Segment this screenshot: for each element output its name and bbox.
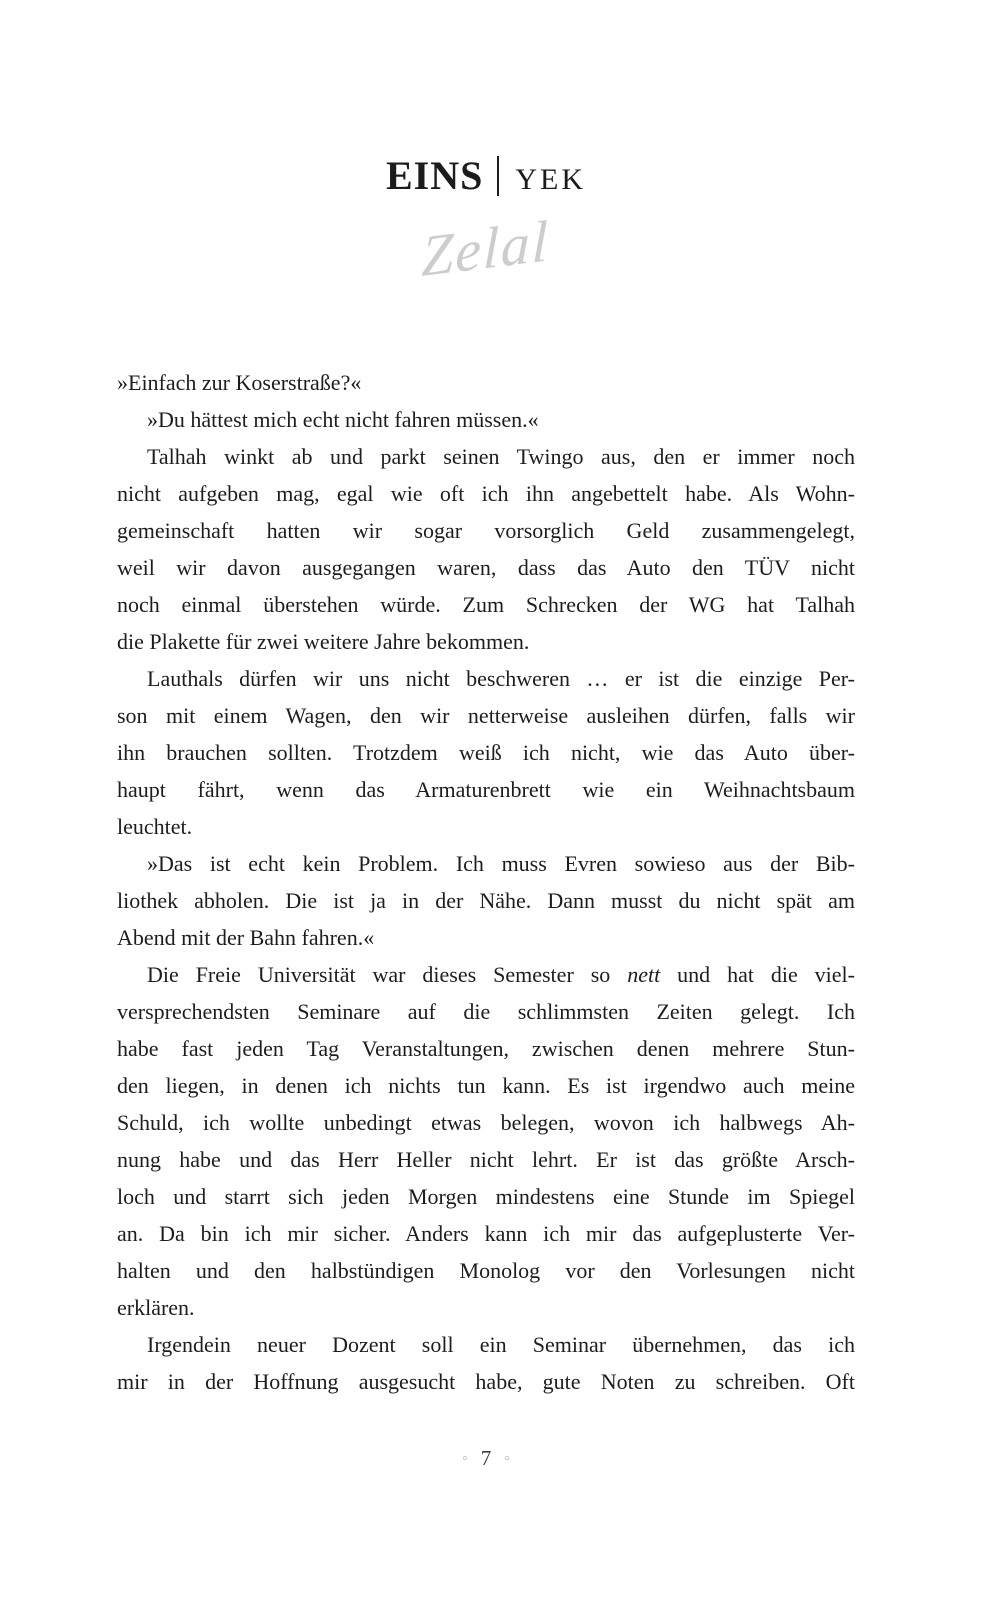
text-segment: habe fast jeden Tag Veranstaltungen, zwischen denen mehrere Stun- <box>117 1036 855 1061</box>
text-segment: loch und starrt sich jeden Morgen mindestens eine Stunde im Spiegel <box>117 1184 855 1209</box>
text-line <box>117 1141 855 1178</box>
text-line <box>117 549 855 586</box>
chapter-text <box>117 364 855 1400</box>
text-line <box>117 401 855 438</box>
text-segment: leuchtet. <box>117 814 193 839</box>
text-segment: son mit einem Wagen, den wir netterweise ausleihen dürfen, falls wir <box>117 703 855 728</box>
text-segment: versprechendsten Seminare auf die schlimmsten Zeiten gelegt. Ich <box>117 999 855 1024</box>
text-line <box>117 1252 855 1289</box>
text-line <box>117 808 855 845</box>
text-line <box>117 771 855 808</box>
page-footer <box>117 1444 855 1474</box>
text-segment: »Einfach zur Koserstraße?« <box>117 370 362 395</box>
text-segment: gemeinschaft hatten wir sogar vorsorglich Geld zusammengelegt, <box>117 518 855 543</box>
text-segment: ihn brauchen sollten. Trotzdem weiß ich nicht, wie das Auto über- <box>117 740 855 765</box>
title-divider <box>497 156 499 196</box>
text-segment: weil wir davon ausgegangen waren, dass das Auto den TÜV nicht <box>117 555 855 580</box>
text-segment: nung habe und das Herr Heller nicht lehrt. Er ist das größte Arsch- <box>117 1147 855 1172</box>
text-line <box>117 364 855 401</box>
chapter-header <box>117 150 855 292</box>
text-line <box>117 512 855 549</box>
text-segment: Talhah winkt ab und parkt seinen Twingo aus, den er immer noch <box>147 444 855 469</box>
text-segment: mir in der Hoffnung ausgesucht habe, gute Noten zu schreiben. Oft <box>117 1369 855 1394</box>
footer-ornament-right: ◦ <box>503 1452 511 1467</box>
chapter-number: EINS <box>385 153 484 198</box>
text-segment: Lauthals dürfen wir uns nicht beschweren … er ist die einzige Per- <box>147 666 855 691</box>
text-segment: noch einmal überstehen würde. Zum Schrecken der WG hat Talhah <box>117 592 855 617</box>
page-number: 7 <box>480 1446 492 1470</box>
text-line <box>117 438 855 475</box>
text-segment: die Plakette für zwei weitere Jahre bekommen. <box>117 629 530 654</box>
footer-ornament-left: ◦ <box>461 1452 469 1467</box>
text-line <box>117 1067 855 1104</box>
paragraph <box>117 438 855 660</box>
text-segment: erklären. <box>117 1295 195 1320</box>
text-line <box>117 1178 855 1215</box>
text-line <box>117 1289 855 1326</box>
text-line <box>117 734 855 771</box>
text-line <box>117 1215 855 1252</box>
text-segment: Abend mit der Bahn fahren.« <box>117 925 375 950</box>
text-segment: und hat die viel- <box>660 962 855 987</box>
chapter-title <box>117 150 855 206</box>
paragraph <box>117 401 855 438</box>
text-line <box>117 697 855 734</box>
text-line <box>117 1363 855 1400</box>
text-line <box>117 475 855 512</box>
text-segment: an. Da bin ich mir sicher. Anders kann ich mir das aufgeplusterte Ver- <box>117 1221 855 1246</box>
text-segment: Irgendein neuer Dozent soll ein Seminar übernehmen, das ich <box>147 1332 855 1357</box>
text-segment: »Das ist echt kein Problem. Ich muss Evren sowieso aus der Bib- <box>147 851 855 876</box>
text-line <box>117 882 855 919</box>
text-line <box>117 1104 855 1141</box>
text-line <box>117 956 855 993</box>
signature-wrap <box>117 207 855 292</box>
paragraph <box>117 845 855 956</box>
paragraph <box>117 364 855 401</box>
paragraph <box>117 1326 855 1400</box>
text-segment: Die Freie Universität war dieses Semester so <box>147 962 628 987</box>
chapter-number-translated: YEK <box>515 163 587 196</box>
text-segment: halten und den halbstündigen Monolog vor den Vorlesungen nicht <box>117 1258 855 1283</box>
paragraph <box>117 956 855 1326</box>
text-line <box>117 660 855 697</box>
text-line <box>117 993 855 1030</box>
text-segment: liothek abholen. Die ist ja in der Nähe. Dann musst du nicht spät am <box>117 888 855 913</box>
paragraph <box>117 660 855 845</box>
text-line <box>117 845 855 882</box>
text-line <box>117 623 855 660</box>
text-line <box>117 1326 855 1363</box>
handwritten-signature: Zelal <box>421 207 551 290</box>
text-segment: Schuld, ich wollte unbedingt etwas belegen, wovon ich halbwegs Ah- <box>117 1110 855 1135</box>
emphasized-text: nett <box>627 962 661 987</box>
text-line <box>117 919 855 956</box>
text-line <box>117 1030 855 1067</box>
text-segment: den liegen, in denen ich nichts tun kann. Es ist irgendwo auch meine <box>117 1073 855 1098</box>
text-line <box>117 586 855 623</box>
text-segment: »Du hättest mich echt nicht fahren müssen.« <box>147 407 539 432</box>
text-segment: haupt fährt, wenn das Armaturenbrett wie ein Weihnachtsbaum <box>117 777 855 802</box>
text-segment: nicht aufgeben mag, egal wie oft ich ihn angebettelt habe. Als Wohn- <box>117 481 855 506</box>
